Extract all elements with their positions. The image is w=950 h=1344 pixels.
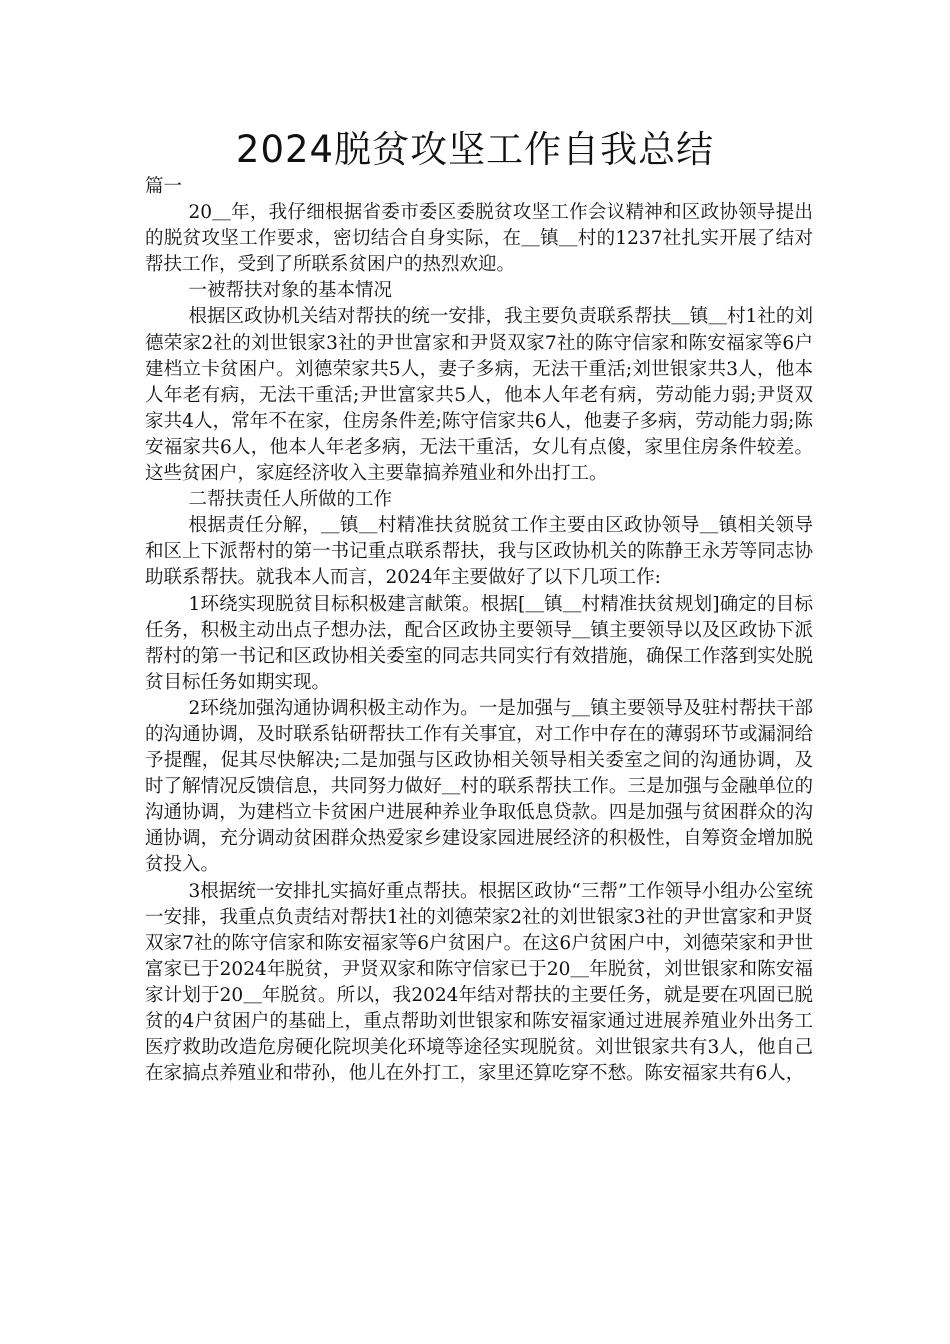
paragraph-item-2: 2环绕加强沟通协调积极主动作为。一是加强与＿镇主要领导及驻村帮扶干部的沟通协调，及时联系钻研帮扶工作有关事宜，对工作中存在的薄弱环节或漏洞给予提醒，促其尽快解决;二是加强与区政协相关领导相关委室之间的沟通协调，及时了解情况反馈信息，共同努力做好＿村的联系帮扶工作。三是加强与金融单位的沟通协调，为建档立卡贫困户进展种养业争取低息贷款。四是加强与贫困群众的沟通协调，充分调动贫困群众热爱家乡建设家园进展经济的积极性，自筹资金增加脱贫投入。 [145, 697, 813, 876]
paragraph-intro: 20＿年，我仔细根据省委市委区委脱贫攻坚工作会议精神和区政协领导提出的脱贫攻坚工作要求，密切结合自身实际，在＿镇＿村的1237社扎实开展了结对帮扶工作，受到了所联系贫困户的热烈欢迎。 [145, 202, 813, 276]
document-title: 2024脱贫攻坚工作自我总结 [235, 128, 715, 171]
paragraph-item-1: 1环绕实现脱贫目标积极建言献策。根据[＿镇＿村精准扶贫规划]确定的目标任务，积极主动出点子想办法，配合区政协主要领导＿镇主要领导以及区政协下派帮村的第一书记和区政协相关委室的同志共同实行有效措施，确保工作落到实处脱贫目标任务如期实现。 [145, 593, 813, 693]
section-label: 篇一 [145, 176, 183, 197]
paragraph-work-overview: 根据责任分解，＿镇＿村精准扶贫脱贫工作主要由区政协领导＿镇相关领导和区上下派帮村的第一书记重点联系帮扶，我与区政协机关的陈静王永芳等同志协助联系帮扶。就我本人而言，2024年主要做好了以下几项工作: [145, 515, 813, 589]
paragraph-item-3: 3根据统一安排扎实搞好重点帮扶。根据区政协“三帮”工作领导小组办公室统一安排，我重点负责结对帮扶1社的刘德荣家2社的刘世银家3社的尹世富家和尹贤双家7社的陈守信家和陈安福家等6户贫困户。在这6户贫困户中，刘德荣家和尹世富家已于2024年脱贫，尹贤双家和陈守信家已于20＿年脱贫，刘世银家和陈安福家计划于20＿年脱贫。所以，我2024年结对帮扶的主要任务，就是要在巩固已脱贫的4户贫困户的基础上，重点帮助刘世银家和陈安福家通过进展养殖业外出务工医疗救助改造危房硬化院坝美化环境等途径实现脱贫。刘世银家共有3人，他自己在家搞点养殖业和带孙，他儿在外打工，家里还算吃穿不愁。陈安福家共有6人， [145, 880, 813, 1085]
heading-work-done: 二帮扶责任人所做的工作 [188, 489, 392, 511]
document-body [145, 174, 813, 1087]
heading-basic-situation: 一被帮扶对象的基本情况 [188, 280, 392, 302]
paragraph-basic-situation: 根据区政协机关结对帮扶的统一安排，我主要负责联系帮扶＿镇＿村1社的刘德荣家2社的刘世银家3社的尹世富家和尹贤双家7社的陈守信家和陈安福家等6户建档立卡贫困户。刘德荣家共5人，妻子多病，无法干重活;刘世银家共3人，他本人年老有病，无法干重活;尹世富家共5人，他本人年老有病，劳动能力弱;尹贤双家共4人，常年不在家，住房条件差;陈守信家共6人，他妻子多病，劳动能力弱;陈安福家共6人，他本人年老多病，无法干重活，女儿有点傻，家里住房条件较差。这些贫困户，家庭经济收入主要靠搞养殖业和外出打工。 [145, 306, 813, 485]
